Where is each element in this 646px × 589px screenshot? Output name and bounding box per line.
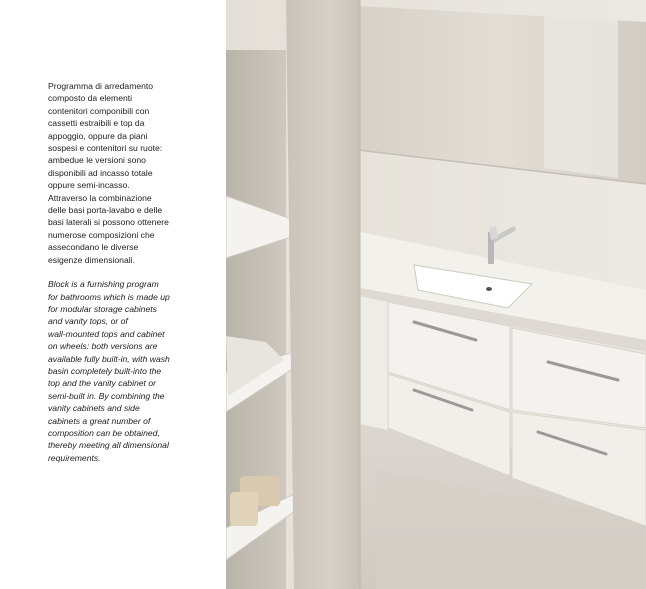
description-column	[48, 80, 220, 476]
soap	[230, 492, 258, 526]
mirror-reflection	[544, 14, 618, 178]
sink-drain	[486, 287, 492, 291]
bathroom-photo	[226, 0, 646, 589]
description-italian: Programma di arredamento composto da elementi contenitori componibili con cassetti estraibili e top da appoggio, oppure da piani sospesi e contenitori su ruote: ambedue le versioni sono disponibili ad incasso totale oppure semi-incasso. Attraverso la combinazione delle basi porta-lavabo e delle basi laterali si possono ottenere numerose composizioni che assecondano le diverse esigenze dimensionali.	[48, 81, 169, 265]
wall-pillar	[286, 0, 360, 589]
description-english: Block is a furnishing program for bathrooms which is made up for modular storage cabinets and vanity tops, or of wall-mounted tops and cabinet on wheels: both versions are available fully built-in, with wash basin completely built-into the top and the vanity cabinet or semi-built in. By combining the vanity cabinets and side cabinets a great number of composition can be obtained, thereby meeting all dimensional requirements.	[48, 279, 170, 463]
